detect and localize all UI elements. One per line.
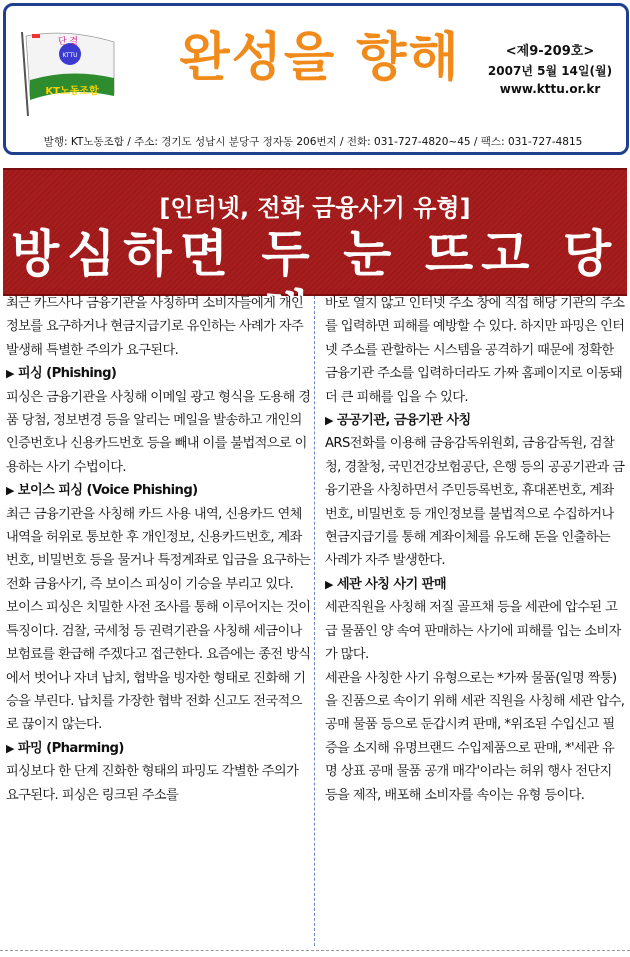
flag-badge-text: KTTU <box>62 52 78 59</box>
union-flag-logo <box>18 30 118 116</box>
section-heading-customs-fraud: ▶ 세관 사칭 사기 판매 <box>325 576 446 592</box>
flag-top-text: 단 결 <box>57 37 79 47</box>
section-heading-voice-phishing: ▶ 보이스 피싱 (Voice Phishing) <box>6 483 198 499</box>
paragraph-impersonation: ARS전화를 이용해 금융감독위원회, 금융감독원, 검찰청, 경찰청, 국민건강보험공단, 은행 등의 공공기관과 금융기관을 사칭하면서 주민등록번호, 휴대폰번호, 계좌번호, 비밀번호 등 개인정보를 불법적으로 수집하거나 현금지급기를 통해 계좌이체를 유도해 돈을 인출하는 사례가 자주 발생한다. <box>325 436 625 569</box>
paragraph-pharming: 피싱보다 한 단계 진화한 형태의 파밍도 각별한 주의가 요구된다. 피싱은 링크된 주소를 <box>6 764 299 803</box>
banner-subtitle: [인터넷, 전화 금융사기 유형] <box>159 194 471 222</box>
triangle-bullet-icon: ▶ <box>6 367 14 381</box>
section-heading-phishing: ▶ 피싱 (Phishing) <box>6 366 117 382</box>
column-divider <box>314 296 315 946</box>
flag-bottom-text: KT노동조합 <box>45 86 99 97</box>
publisher-address: 발행: KT노동조합 / 주소: 경기도 성남시 분당구 정자동 206번지 / 전화: 031-727-4820~45 / 팩스: 031-727-4815 <box>43 136 583 148</box>
triangle-bullet-icon: ▶ <box>6 741 14 755</box>
page-bottom-rule <box>0 950 630 951</box>
issue-date: 2007년 5월 14일(월) <box>487 64 613 78</box>
newsletter-title: 완성을 향해 <box>179 28 461 88</box>
intro-paragraph: 최근 카드사나 금융기관을 사칭하며 소비자들에게 개인 정보를 요구하거나 현금지급기로 유인하는 사례가 자주 발생해 특별한 주의가 요구된다. <box>6 296 304 358</box>
website-url: www.kttu.or.kr <box>499 82 601 96</box>
paragraph-voice-phishing-2: 보이스 피싱은 치밀한 사전 조사를 통해 이루어지는 것이 특징이다. 검찰, 국세청 등 권력기관을 사칭해 세금이나 보험료를 환급해 주겠다고 접근한다. 요즘에는 종전 방식에서 벗어나 자녀 납치, 협박을 빙자한 형태로 진화해 기승을 부린다. 납치를 가장한 협박 전화 신고도 전국적으로 끊이지 않는다. <box>6 600 311 733</box>
banner-headline: 방심하면 두 눈 뜨고 당해.. <box>10 225 620 343</box>
section-heading-impersonation: ▶ 공공기관, 금융기관 사칭 <box>325 413 471 429</box>
paragraph-phishing: 피싱은 금융기관을 사칭해 이메일 광고 형식을 도용해 경품 당첨, 정보변경 등을 알리는 메일을 발송하고 개인의 인증번호나 신용카드번호 등을 빼내 이를 불법적으로 이용하는 사기 수법이다. <box>6 389 311 475</box>
paragraph-customs-fraud-2: 세관을 사칭한 사기 유형으로는 *가짜 물품(일명 짝퉁)을 진품으로 속이기 위해 세관 직원을 사칭해 세관 압수, 공매 물품 등으로 둔갑시켜 판매, *위조된 수입신고 필증을 소지해 유명브랜드 수입제품으로 판매, *'세관 유명 상표 공매 물품 공개 매각'이라는 허위 행사 전단지 등을 제작, 배포해 소비자를 속이는 유형 등이다. <box>325 670 625 803</box>
article-right-column <box>325 292 625 807</box>
triangle-bullet-icon: ▶ <box>6 484 14 498</box>
triangle-bullet-icon: ▶ <box>325 414 333 428</box>
section-heading-pharming: ▶ 파밍 (Pharming) <box>6 740 124 756</box>
paragraph-voice-phishing-1: 최근 금융기관을 사칭해 카드 사용 내역, 신용카드 연체 내역을 허위로 통보한 후 개인정보, 신용카드번호, 계좌번호, 비밀번호 등을 물거나 특정계좌로 입금을 요구하는 전화 금융사기, 즉 보이스 피싱이 기승을 부리고 있다. <box>6 506 311 592</box>
issue-number: <제9-209호> <box>505 44 595 59</box>
article-left-column <box>6 292 312 807</box>
paragraph-customs-fraud-1: 세관직원을 사칭해 저질 골프채 등을 세관에 압수된 고급 물품인 양 속여 판매하는 사기에 피해를 입는 소비자가 많다. <box>325 600 621 663</box>
triangle-bullet-icon: ▶ <box>325 577 333 591</box>
paragraph-pharming-continued: 바로 열지 않고 인터넷 주소 창에 직접 해당 기관의 주소를 입력하면 피해를 예방할 수 있다. 하지만 파밍은 인터넷 주소를 관할하는 시스템을 공격하기 때문에 정확한 금융기관 주소를 입력하더라도 가짜 홈페이지로 이동돼 더 큰 피해를 입을 수 있다. <box>325 296 625 405</box>
